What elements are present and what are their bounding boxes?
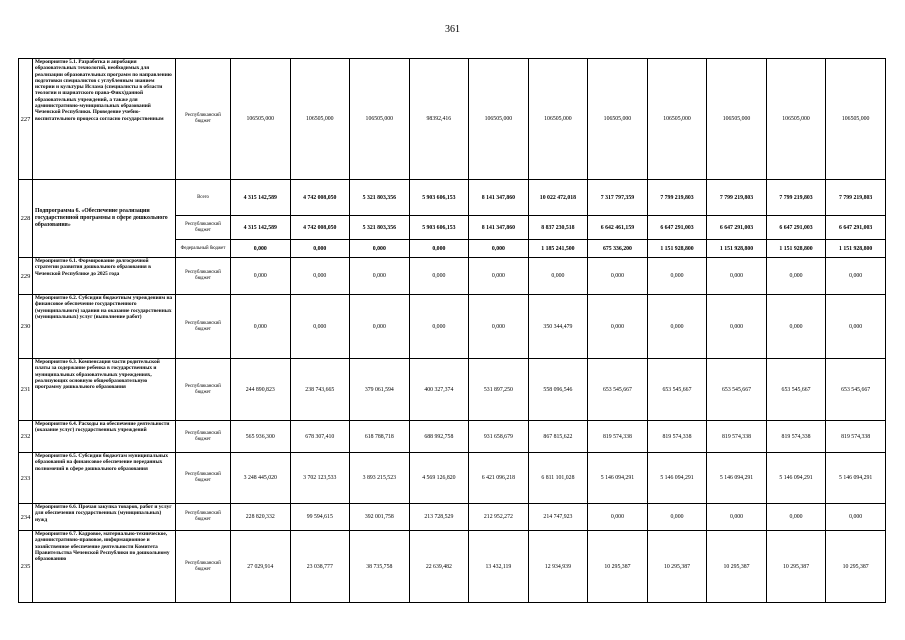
amount-cell: 0,000 xyxy=(588,504,648,531)
amount-cell: 5 146 094,291 xyxy=(588,453,648,504)
amount-cell: 38 735,758 xyxy=(350,531,410,603)
amount-cell: 10 295,387 xyxy=(826,531,886,603)
amount-cell: 4 315 142,589 xyxy=(231,180,291,216)
table-row xyxy=(19,59,886,180)
amount-cell: 0,000 xyxy=(350,240,410,258)
amount-cell: 7 799 219,803 xyxy=(766,180,826,216)
amount-cell: 0,000 xyxy=(647,258,707,295)
amount-cell: 653 545,667 xyxy=(766,359,826,421)
amount-cell: 7 317 797,359 xyxy=(588,180,648,216)
amount-cell: 0,000 xyxy=(350,295,410,359)
amount-cell: 653 545,667 xyxy=(707,359,767,421)
amount-cell: 819 574,338 xyxy=(588,421,648,453)
measure-name: Мероприятие 6.5. Субсидии бюджетам муниципальных образований на финансовое обеспечение переданных полномочий в сфере дошкольного образования xyxy=(33,453,176,504)
amount-cell: 22 639,482 xyxy=(409,531,469,603)
row-number: 233 xyxy=(19,453,33,504)
amount-cell: 3 893 215,523 xyxy=(350,453,410,504)
amount-cell: 3 248 445,020 xyxy=(231,453,291,504)
amount-cell: 931 658,679 xyxy=(469,421,529,453)
amount-cell: 106505,000 xyxy=(290,59,350,180)
funding-source: Республиканский бюджет xyxy=(176,359,231,421)
amount-cell: 653 545,667 xyxy=(826,359,886,421)
amount-cell: 0,000 xyxy=(290,295,350,359)
budget-table xyxy=(18,58,886,603)
amount-cell: 7 799 219,803 xyxy=(707,180,767,216)
amount-cell: 106505,000 xyxy=(766,59,826,180)
amount-cell: 0,000 xyxy=(409,295,469,359)
amount-cell: 5 321 803,356 xyxy=(350,180,410,216)
amount-cell: 0,000 xyxy=(469,258,529,295)
amount-cell: 6 647 291,003 xyxy=(707,216,767,240)
row-number: 234 xyxy=(19,504,33,531)
amount-cell: 565 936,300 xyxy=(231,421,291,453)
amount-cell: 10 295,387 xyxy=(766,531,826,603)
amount-cell: 7 799 219,803 xyxy=(826,180,886,216)
amount-cell: 5 146 094,291 xyxy=(826,453,886,504)
amount-cell: 0,000 xyxy=(469,295,529,359)
amount-cell: 0,000 xyxy=(588,258,648,295)
amount-cell: 4 569 126,820 xyxy=(409,453,469,504)
page-number: 361 xyxy=(445,24,460,35)
amount-cell: 1 151 928,800 xyxy=(826,240,886,258)
amount-cell: 8 141 347,860 xyxy=(469,216,529,240)
funding-source: Республиканский бюджет xyxy=(176,295,231,359)
measure-name: Мероприятие 6.1. Формирование долгосрочной стратегии развития дошкольного образования в Чеченской Республике до 2025 года xyxy=(33,258,176,295)
amount-cell: 379 061,594 xyxy=(350,359,410,421)
amount-cell: 6 811 101,028 xyxy=(528,453,588,504)
funding-source: Республиканский бюджет xyxy=(176,59,231,180)
amount-cell: 0,000 xyxy=(231,295,291,359)
amount-cell: 4 315 142,589 xyxy=(231,216,291,240)
amount-cell: 106505,000 xyxy=(588,59,648,180)
amount-cell: 531 897,250 xyxy=(469,359,529,421)
measure-name: Мероприятие 6.3. Компенсация части родительской платы за содержание ребенка в государственных и муниципальных образовательных учреждениях, реализующих основную общеобразовательную программу дошкольного образования xyxy=(33,359,176,421)
amount-cell: 12 934,939 xyxy=(528,531,588,603)
amount-cell: 8 837 230,518 xyxy=(528,216,588,240)
amount-cell: 1 151 928,800 xyxy=(647,240,707,258)
measure-name: Мероприятие 6.4. Расходы на обеспечение деятельности (оказание услуг) государственных учреждений xyxy=(33,421,176,453)
amount-cell: 3 702 123,533 xyxy=(290,453,350,504)
table-row xyxy=(19,504,886,531)
amount-cell: 106505,000 xyxy=(350,59,410,180)
amount-cell: 0,000 xyxy=(647,295,707,359)
amount-cell: 0,000 xyxy=(647,504,707,531)
amount-cell: 1 151 928,800 xyxy=(707,240,767,258)
table-row xyxy=(19,258,886,295)
table-row xyxy=(19,453,886,504)
amount-cell: 0,000 xyxy=(409,258,469,295)
amount-cell: 5 146 094,291 xyxy=(647,453,707,504)
amount-cell: 0,000 xyxy=(350,258,410,295)
amount-cell: 675 336,200 xyxy=(588,240,648,258)
amount-cell: 10 295,387 xyxy=(588,531,648,603)
amount-cell: 400 327,374 xyxy=(409,359,469,421)
row-number: 230 xyxy=(19,295,33,359)
amount-cell: 6 647 291,003 xyxy=(766,216,826,240)
amount-cell: 0,000 xyxy=(826,504,886,531)
amount-cell: 867 815,622 xyxy=(528,421,588,453)
amount-cell: 0,000 xyxy=(766,504,826,531)
amount-cell: 5 146 094,291 xyxy=(766,453,826,504)
amount-cell: 350 344,479 xyxy=(528,295,588,359)
amount-cell: 212 952,272 xyxy=(469,504,529,531)
amount-cell: 10 295,387 xyxy=(647,531,707,603)
amount-cell: 0,000 xyxy=(469,240,529,258)
amount-cell: 214 747,923 xyxy=(528,504,588,531)
amount-cell: 5 146 094,291 xyxy=(707,453,767,504)
amount-cell: 6 642 461,159 xyxy=(588,216,648,240)
amount-cell: 106505,000 xyxy=(231,59,291,180)
funding-source: Республиканский бюджет xyxy=(176,258,231,295)
amount-cell: 1 151 928,800 xyxy=(766,240,826,258)
measure-name: Мероприятие 5.1. Разработка и апробация образовательных технологий, необходимых для реализации образовательных программ по направлению подготовки специалистов с углубленным знанием истории и культуры Ислама (специалисты в области теологии и шариатского права-Фикх)данной образовательных учреждений, а также для административно-муниципальных образований Чеченской Республики. Проведение учебно-воспитательного процесса согласно государственным xyxy=(33,59,176,180)
amount-cell: 238 743,665 xyxy=(290,359,350,421)
amount-cell: 228 820,332 xyxy=(231,504,291,531)
row-number: 235 xyxy=(19,531,33,603)
amount-cell: 106505,000 xyxy=(826,59,886,180)
amount-cell: 0,000 xyxy=(231,258,291,295)
table-row xyxy=(19,295,886,359)
amount-cell: 10 295,387 xyxy=(707,531,767,603)
amount-cell: 653 545,667 xyxy=(647,359,707,421)
amount-cell: 4 742 008,050 xyxy=(290,216,350,240)
amount-cell: 6 647 291,003 xyxy=(826,216,886,240)
amount-cell: 819 574,338 xyxy=(766,421,826,453)
table-row xyxy=(19,421,886,453)
amount-cell: 618 788,718 xyxy=(350,421,410,453)
table-row xyxy=(19,180,886,216)
amount-cell: 558 096,546 xyxy=(528,359,588,421)
amount-cell: 6 421 096,218 xyxy=(469,453,529,504)
row-number: 227 xyxy=(19,59,33,180)
row-number: 228 xyxy=(19,180,33,258)
amount-cell: 0,000 xyxy=(290,240,350,258)
funding-source: Республиканский бюджет xyxy=(176,421,231,453)
amount-cell: 0,000 xyxy=(826,258,886,295)
amount-cell: 819 574,338 xyxy=(826,421,886,453)
amount-cell: 653 545,667 xyxy=(588,359,648,421)
amount-cell: 98392,416 xyxy=(409,59,469,180)
amount-cell: 10 022 472,018 xyxy=(528,180,588,216)
amount-cell: 106505,000 xyxy=(469,59,529,180)
amount-cell: 5 321 803,356 xyxy=(350,216,410,240)
amount-cell: 106505,000 xyxy=(707,59,767,180)
amount-cell: 688 992,758 xyxy=(409,421,469,453)
measure-name: Мероприятие 6.2. Субсидии бюджетным учреждениям на финансовое обеспечение государственного (муниципального) задания на оказание государственных (муниципальных) услуг (выполнение работ) xyxy=(33,295,176,359)
amount-cell: 0,000 xyxy=(707,504,767,531)
row-number: 231 xyxy=(19,359,33,421)
row-number: 229 xyxy=(19,258,33,295)
amount-cell: 5 903 606,153 xyxy=(409,180,469,216)
amount-cell: 99 594,615 xyxy=(290,504,350,531)
amount-cell: 213 728,529 xyxy=(409,504,469,531)
amount-cell: 4 742 008,050 xyxy=(290,180,350,216)
amount-cell: 27 029,914 xyxy=(231,531,291,603)
amount-cell: 819 574,338 xyxy=(647,421,707,453)
table-row xyxy=(19,359,886,421)
amount-cell: 7 799 219,803 xyxy=(647,180,707,216)
amount-cell: 5 903 606,153 xyxy=(409,216,469,240)
amount-cell: 0,000 xyxy=(528,258,588,295)
measure-name: Подпрограмма 6. «Обеспечение реализации государственной программы в сфере дошкольного образования» xyxy=(33,180,176,258)
funding-source: Республиканский бюджет xyxy=(176,216,231,240)
amount-cell: 0,000 xyxy=(707,258,767,295)
table-row xyxy=(19,531,886,603)
amount-cell: 678 307,410 xyxy=(290,421,350,453)
amount-cell: 0,000 xyxy=(588,295,648,359)
measure-name: Мероприятие 6.6. Прочая закупка товаров, работ и услуг для обеспечения государственных (муниципальных) нужд xyxy=(33,504,176,531)
amount-cell: 392 001,758 xyxy=(350,504,410,531)
amount-cell: 0,000 xyxy=(766,258,826,295)
row-number: 232 xyxy=(19,421,33,453)
amount-cell: 0,000 xyxy=(290,258,350,295)
funding-source: Республиканский бюджет xyxy=(176,453,231,504)
funding-source: Федеральный бюджет xyxy=(176,240,231,258)
amount-cell: 0,000 xyxy=(766,295,826,359)
funding-source: Республиканский бюджет xyxy=(176,531,231,603)
amount-cell: 819 574,338 xyxy=(707,421,767,453)
amount-cell: 0,000 xyxy=(409,240,469,258)
amount-cell: 0,000 xyxy=(826,295,886,359)
funding-source: Республиканский бюджет xyxy=(176,504,231,531)
amount-cell: 6 647 291,003 xyxy=(647,216,707,240)
measure-name: Мероприятие 6.7. Кадровое, материально-техническое, административно-правовое, информационное и хозяйственное обеспечение деятельности Комитета Правительства Чеченской Республики по дошкольному образованию xyxy=(33,531,176,603)
amount-cell: 23 038,777 xyxy=(290,531,350,603)
amount-cell: 8 141 347,860 xyxy=(469,180,529,216)
amount-cell: 0,000 xyxy=(231,240,291,258)
amount-cell: 0,000 xyxy=(707,295,767,359)
amount-cell: 13 432,119 xyxy=(469,531,529,603)
amount-cell: 106505,000 xyxy=(528,59,588,180)
funding-source: Всего xyxy=(176,180,231,216)
amount-cell: 244 890,823 xyxy=(231,359,291,421)
amount-cell: 106505,000 xyxy=(647,59,707,180)
amount-cell: 1 185 241,500 xyxy=(528,240,588,258)
